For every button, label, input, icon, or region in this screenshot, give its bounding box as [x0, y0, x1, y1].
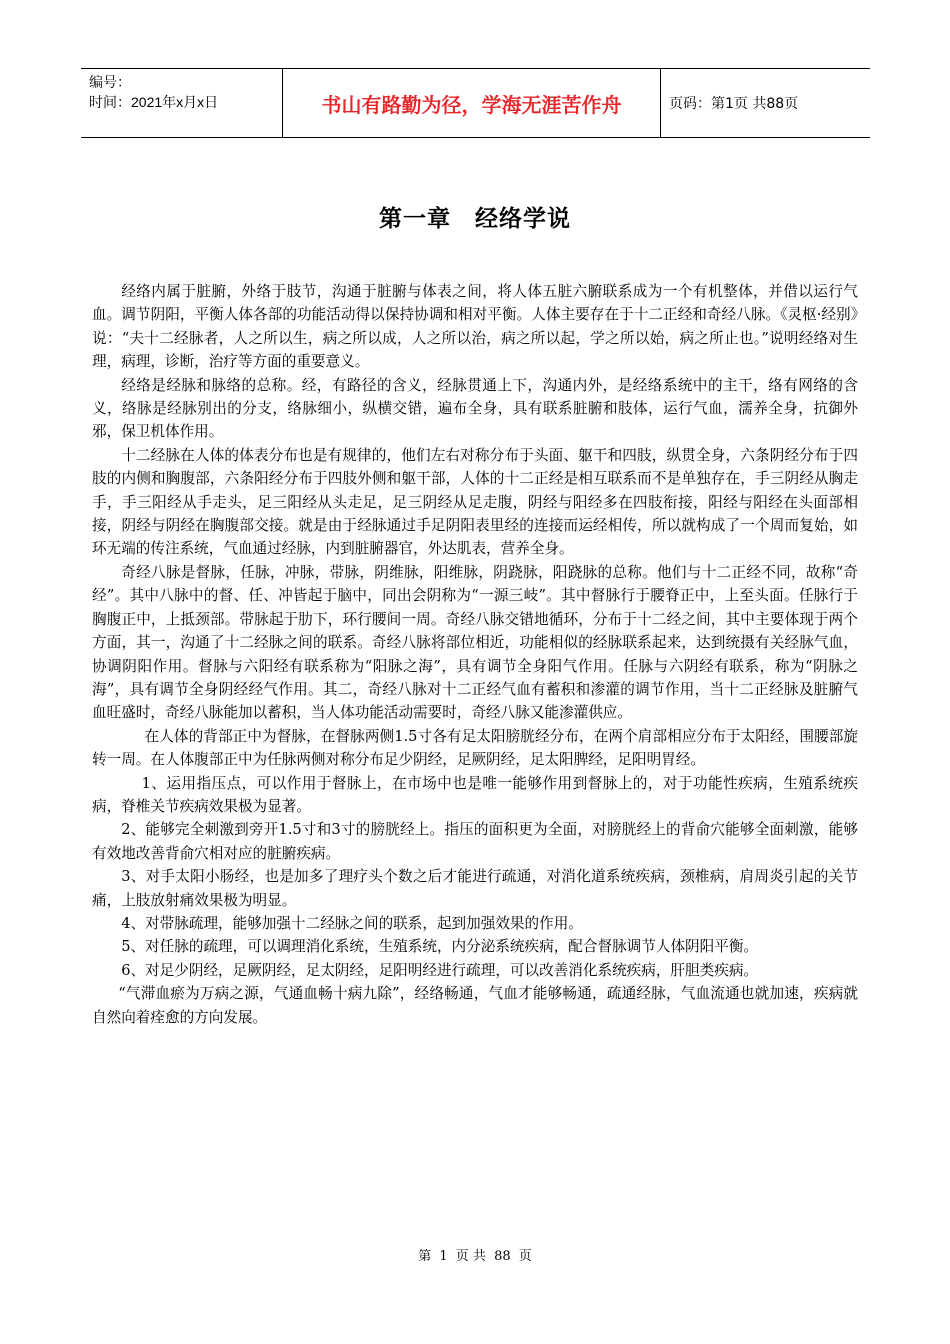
- paragraph: 在人体的背部正中为督脉，在督脉两侧1.5寸各有足太阳膀胱经分布，在两个肩部相应分布于太阳经，围腰部旋转一周。在人体腹部正中为任脉两侧对称分布足少阴经，足厥阴经，足太阳脾经，足阳明胃经。: [92, 727, 858, 769]
- footer-suffix: 页: [518, 1249, 532, 1264]
- header-table: [81, 68, 870, 138]
- paragraph: “气滞血瘀为万病之源，气通血畅十病九除”，经络畅通，气血才能够畅通，疏通经脉，气血流通也就加速，疾病就自然向着痊愈的方向发展。: [92, 985, 858, 1026]
- footer-page-number: 1: [439, 1249, 448, 1264]
- header-page-info: 页码：第1页 共88页: [669, 96, 799, 112]
- list-item: 5、对任脉的疏理，可以调理消化系统，生殖系统，内分泌系统疾病，配合督脉调节人体阴阳平衡。: [121, 938, 759, 956]
- list-item: 1、运用指压点，可以作用于督脉上，在市场中也是唯一能够作用到督脉上的，对于功能性疾病，生殖系统疾病，脊椎关节疾病效果极为显著。: [92, 774, 858, 815]
- footer-middle: 页 共: [455, 1249, 486, 1264]
- paragraph: 十二经脉在人体的体表分布也是有规律的，他们左右对称分布于头面、躯干和四肢，纵贯全身，六条阴经分布于四肢的内侧和胸腹部，六条阳经分布于四肢外侧和躯干部，人体的十二正经是相互联系而不是单独存在，手三阴经从胸走手，手三阳经从手走头，足三阳经从头走足，足三阴经从足走腹，阴经与阳经多在四肢衔接，阳经与阳经在头面部相接，阴经与阴经在胸腹部交接。就是由于经脉通过手足阴阳表里经的连接而运经相传，所以就构成了一个周而复始，如环无端的传注系统，气血通过经脉，内到脏腑器官，外达肌表，营养全身。: [92, 446, 858, 558]
- chapter-title: [0, 200, 950, 233]
- page-footer: [0, 1245, 950, 1264]
- chapter-name: 经络学说: [475, 206, 571, 232]
- header-motto: 书山有路勤为径，学海无涯苦作舟: [283, 69, 661, 137]
- list-item: 4、对带脉疏理，能够加强十二经脉之间的联系，起到加强效果的作用。: [121, 914, 583, 932]
- paragraph: 奇经八脉是督脉，任脉，冲脉，带脉，阴维脉，阳维脉，阴跷脉，阳跷脉的总称。他们与十二正经不同，故称“奇经”。其中八脉中的督、任、冲皆起于脑中，同出会阴称为“一源三岐”。其中督脉行于腰脊正中，上至头面。任脉行于胸腹正中，上抵颈部。带脉起于肋下，环行腰间一周。奇经八脉交错地循环，分布于十二经之间，其中主要体现于两个方面，其一，沟通了十二经脉之间的联系。奇经八脉将部位相近，功能相似的经脉联系起来，达到统摄有关经脉气血，协调阴阳作用。督脉与六阳经有联系称为“阳脉之海”，具有调节全身阳气作用。任脉与六阴经有联系，称为“阴脉之海”，具有调节全身阴经经气作用。其二，奇经八脉对十二正经气血有蓄积和渗灌的调节作用，当十二正经脉及脏腑气血旺盛时，奇经八脉能加以蓄积，当人体功能活动需要时，奇经八脉又能渗灌供应。: [92, 563, 858, 722]
- document-number: 编号：: [89, 74, 131, 90]
- document-time: 时间：2021年x月x日: [89, 94, 219, 110]
- chapter-number: 第一章: [379, 206, 451, 232]
- footer-prefix: 第: [418, 1249, 432, 1264]
- paragraph: 经络内属于脏腑，外络于肢节，沟通于脏腑与体表之间，将人体五脏六腑联系成为一个有机整体，并借以运行气血。调节阴阳，平衡人体各部的功能活动得以保持协调和相对平衡。人体主要存在于十二正经和奇经八脉。《灵枢·经别》说：“夫十二经脉者，人之所以生，病之所以成，人之所以治，病之所以起，学之所以始，病之所止也。”说明经络对生理，病理，诊断，治疗等方面的重要意义。: [92, 283, 858, 371]
- list-item: 3、对手太阳小肠经，也是加多了理疗头个数之后才能进行疏通，对消化道系统疾病，颈椎病，肩周炎引起的关节痛，上肢放射痛效果极为明显。: [92, 868, 858, 909]
- header-meta: [81, 69, 283, 137]
- list-item: 2、能够完全刺激到旁开1.5寸和3寸的膀胱经上。指压的面积更为全面，对膀胱经上的背俞穴能够全面刺激，能够有效地改善背俞穴相对应的脏腑疾病。: [92, 821, 858, 862]
- paragraph: 经络是经脉和脉络的总称。经，有路径的含义，经脉贯通上下，沟通内外，是经络系统中的主干，络有网络的含义，络脉是经脉别出的分支，络脉细小，纵横交错，遍布全身，具有联系脏腑和肢体，运行气血，濡养全身，抗御外邪，保卫机体作用。: [92, 376, 858, 441]
- footer-total-pages: 88: [494, 1249, 511, 1264]
- body-text: [92, 280, 858, 1029]
- list-item: 6、对足少阴经，足厥阴经，足太阴经，足阳明经进行疏理，可以改善消化系统疾病，肝胆类疾病。: [121, 961, 759, 979]
